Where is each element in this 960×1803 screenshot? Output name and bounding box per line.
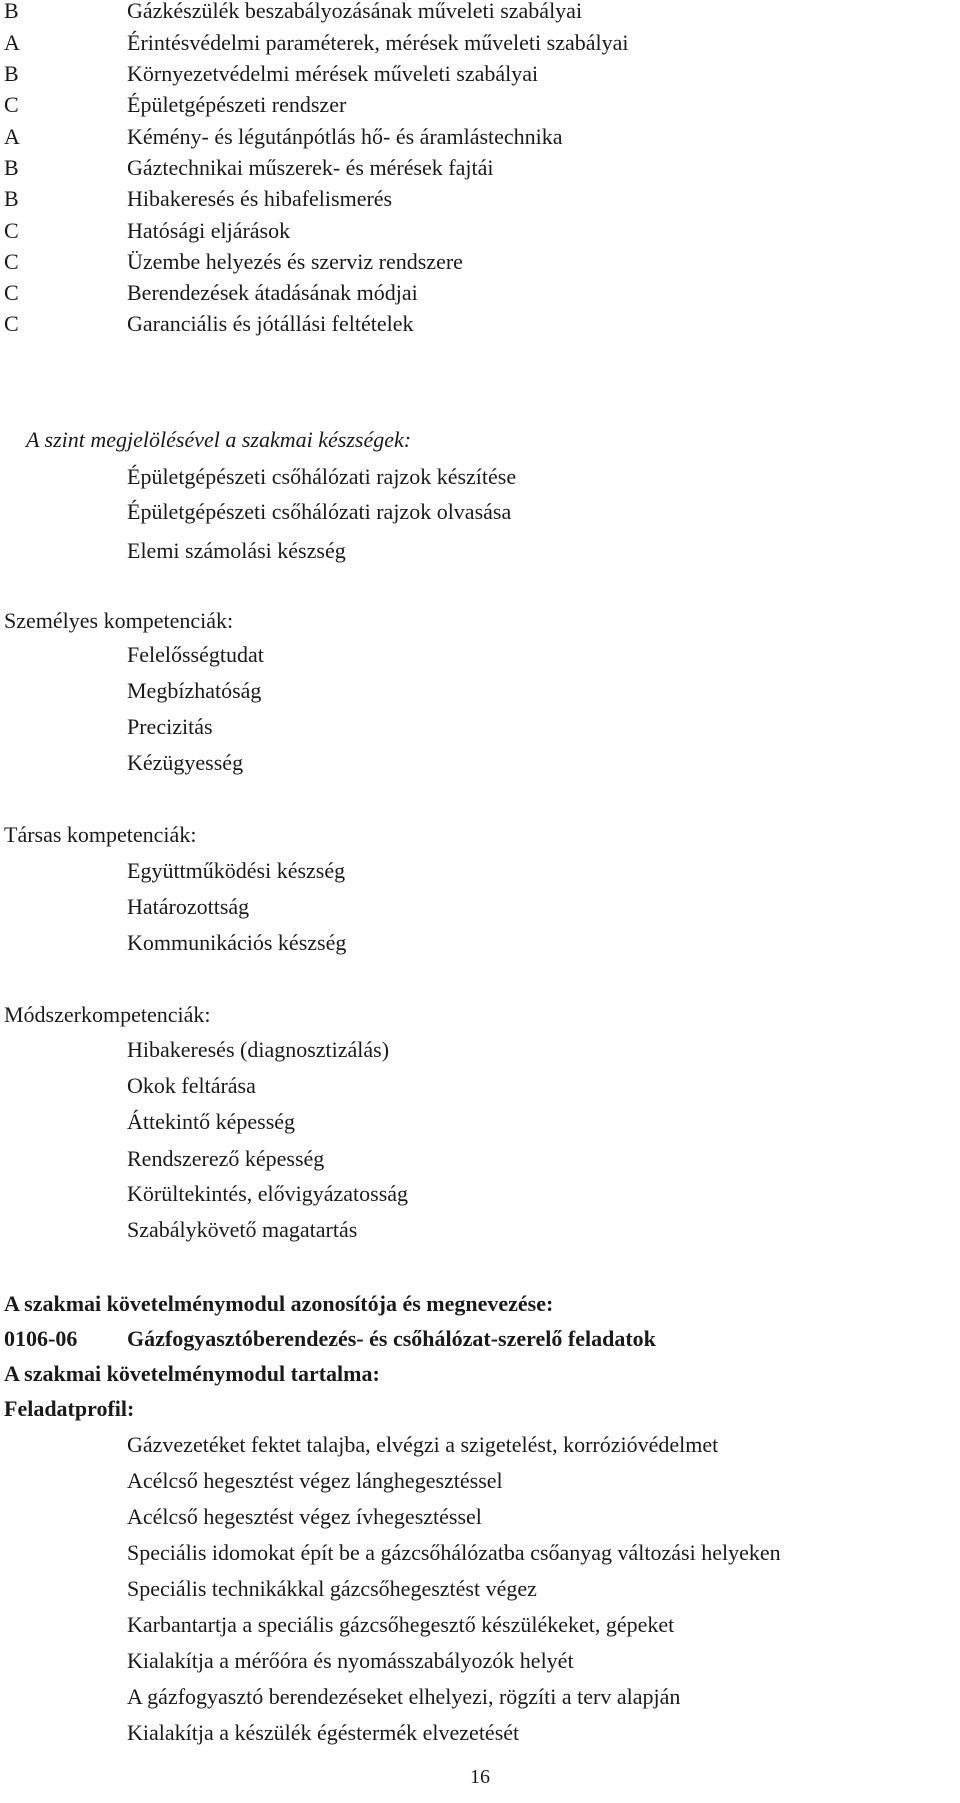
topic-level: A: [4, 124, 20, 149]
topic-text: Garanciális és jótállási feltételek: [127, 311, 414, 336]
method-item: Áttekintő képesség: [127, 1109, 296, 1134]
page-number: 16: [470, 1766, 490, 1788]
topic-level: C: [4, 311, 19, 336]
topic-text: Üzembe helyezés és szerviz rendszere: [127, 249, 463, 274]
personal-item: Precizitás: [127, 714, 213, 739]
method-item: Körültekintés, elővigyázatosság: [127, 1181, 409, 1206]
topic-text: Kémény- és légutánpótlás hő- és áramlástechnika: [127, 124, 563, 149]
social-heading: Társas kompetenciák:: [4, 822, 197, 847]
method-item: Okok feltárása: [127, 1073, 256, 1098]
topic-text: Hatósági eljárások: [127, 218, 291, 243]
topic-level: C: [4, 249, 19, 274]
task-item: Kialakítja a készülék égéstermék elvezetését: [127, 1720, 520, 1745]
topic-text: Környezetvédelmi mérések műveleti szabályai: [127, 61, 539, 86]
personal-heading: Személyes kompetenciák:: [4, 608, 234, 633]
topic-level: C: [4, 280, 19, 305]
social-item: Együttműködési készség: [127, 858, 346, 883]
topic-level: A: [4, 30, 20, 55]
method-item: Szabálykövető magatartás: [127, 1217, 358, 1242]
skill-item: Elemi számolási készség: [127, 538, 346, 563]
topic-text: Berendezések átadásának módjai: [127, 280, 418, 305]
module-name: Gázfogyasztóberendezés- és csőhálózat-szerelő feladatok: [127, 1326, 656, 1351]
method-item: Hibakeresés (diagnosztizálás): [127, 1037, 390, 1062]
skill-item: Épületgépészeti csőhálózati rajzok készítése: [127, 464, 517, 489]
topic-level: B: [4, 155, 19, 180]
topic-text: Gázkészülék beszabályozásának műveleti szabályai: [127, 0, 583, 23]
task-item: Gázvezetéket fektet talajba, elvégzi a szigetelést, korrózióvédelmet: [127, 1432, 719, 1457]
topic-level: B: [4, 186, 19, 211]
topic-text: Érintésvédelmi paraméterek, mérések műveleti szabályai: [127, 30, 629, 55]
module-content-heading: A szakmai követelménymodul tartalma:: [4, 1361, 380, 1386]
task-item: Speciális idomokat épít be a gázcsőhálózatba csőanyag változási helyeken: [127, 1540, 781, 1565]
task-item: Speciális technikákkal gázcsőhegesztést végez: [127, 1576, 537, 1601]
topic-text: Épületgépészeti rendszer: [127, 92, 347, 117]
module-profile-heading: Feladatprofil:: [4, 1396, 135, 1421]
task-item: Acélcső hegesztést végez ívhegesztéssel: [127, 1504, 482, 1529]
topic-level: C: [4, 92, 19, 117]
topic-text: Gáztechnikai műszerek- és mérések fajtái: [127, 155, 494, 180]
social-item: Határozottság: [127, 894, 250, 919]
personal-item: Megbízhatóság: [127, 678, 262, 703]
skill-item: Épületgépészeti csőhálózati rajzok olvasása: [127, 499, 512, 524]
task-item: Karbantartja a speciális gázcsőhegesztő készülékeket, gépeket: [127, 1612, 675, 1637]
social-item: Kommunikációs készség: [127, 930, 347, 955]
method-item: Rendszerező képesség: [127, 1146, 325, 1171]
personal-item: Felelősségtudat: [127, 642, 264, 667]
task-item: Acélcső hegesztést végez lánghegesztéssel: [127, 1468, 503, 1493]
task-item: Kialakítja a mérőóra és nyomásszabályozók helyét: [127, 1648, 574, 1673]
topic-level: C: [4, 218, 19, 243]
personal-item: Kézügyesség: [127, 750, 244, 775]
topic-level: B: [4, 0, 19, 23]
topic-text: Hibakeresés és hibafelismerés: [127, 186, 393, 211]
module-id-heading: A szakmai követelménymodul azonosítója és megnevezése:: [4, 1291, 554, 1316]
topic-level: B: [4, 61, 19, 86]
module-code: 0106-06: [4, 1326, 78, 1351]
skills-heading: A szint megjelölésével a szakmai készségek:: [26, 427, 412, 452]
task-item: A gázfogyasztó berendezéseket elhelyezi, rögzíti a terv alapján: [127, 1684, 681, 1709]
method-heading: Módszerkompetenciák:: [4, 1002, 211, 1027]
